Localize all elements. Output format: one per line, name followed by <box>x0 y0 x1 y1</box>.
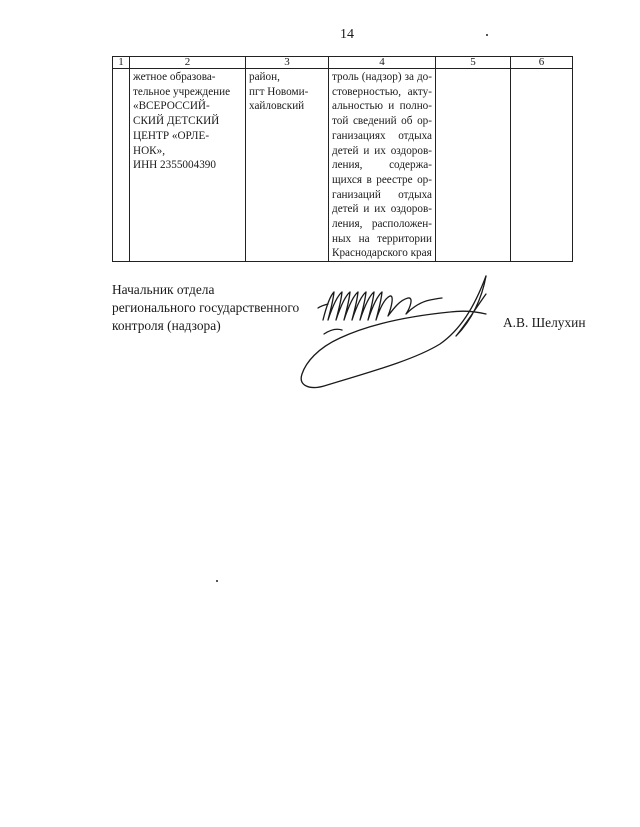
cell-text-line: ганизаций отдыха <box>332 188 432 201</box>
scan-speck <box>486 34 488 36</box>
table-header-cell: 6 <box>511 57 573 69</box>
table-cell-col6 <box>511 69 573 262</box>
cell-text-line: детей и их оздоров- <box>332 203 432 216</box>
cell-text-line: ганизациях отдыха <box>332 129 432 142</box>
cell-text-line: «ВСЕРОССИЙ- <box>133 100 210 113</box>
cell-text-line: той сведений об ор- <box>332 115 432 128</box>
signatory-position-line: регионального государственного <box>112 300 300 315</box>
table-cell-col3 <box>246 69 329 262</box>
cell-text-line: Краснодарского края <box>332 247 432 260</box>
table-header-cell: 1 <box>113 57 130 69</box>
table-cell-col5 <box>436 69 511 262</box>
cell-text-line: жетное образова- <box>133 71 216 83</box>
document-table <box>112 56 573 262</box>
cell-text-line: щихся в реестре ор- <box>332 173 432 186</box>
cell-text-line: ления, содержа- <box>332 159 432 172</box>
signatory-name: А.В. Шелухин <box>503 315 586 330</box>
table-header-row <box>113 57 573 69</box>
cell-text-line: ЦЕНТР «ОРЛЕ- <box>133 129 210 142</box>
cell-text-line: пгт Новоми- <box>249 85 309 98</box>
scan-speck <box>216 580 218 582</box>
table-row <box>113 69 573 262</box>
cell-text-line: троль (надзор) за до- <box>332 71 432 83</box>
table-cell-col2 <box>130 69 246 262</box>
cell-text-line: ИНН 2355004390 <box>133 159 216 172</box>
cell-text-line: СКИЙ ДЕТСКИЙ <box>133 115 220 128</box>
cell-text-line: стоверностью, акту- <box>332 85 432 98</box>
cell-text-line: детей и их оздоров- <box>332 144 432 157</box>
page-number: 14 <box>340 27 354 42</box>
cell-text-line: ления, расположен- <box>332 218 432 231</box>
table-header-cell: 2 <box>130 57 246 69</box>
table-header-cell: 3 <box>246 57 329 69</box>
signatory-position-line: Начальник отдела <box>112 282 215 297</box>
signatory-position <box>112 281 299 335</box>
cell-text-line: альностью и полно- <box>332 100 432 113</box>
table-header-cell: 5 <box>436 57 511 69</box>
table-cell-col4 <box>329 69 436 262</box>
handwritten-signature <box>290 268 500 398</box>
cell-text-line: НОК», <box>133 144 166 157</box>
cell-text-line: тельное учреждение <box>133 85 231 98</box>
signatory-position-line: контроля (надзора) <box>112 318 221 333</box>
cell-text-line: хайловский <box>249 100 305 113</box>
table-cell-col1 <box>113 69 130 262</box>
cell-text-line: район, <box>249 71 280 83</box>
cell-text-line: ных на территории <box>332 232 432 245</box>
table-header-cell: 4 <box>329 57 436 69</box>
